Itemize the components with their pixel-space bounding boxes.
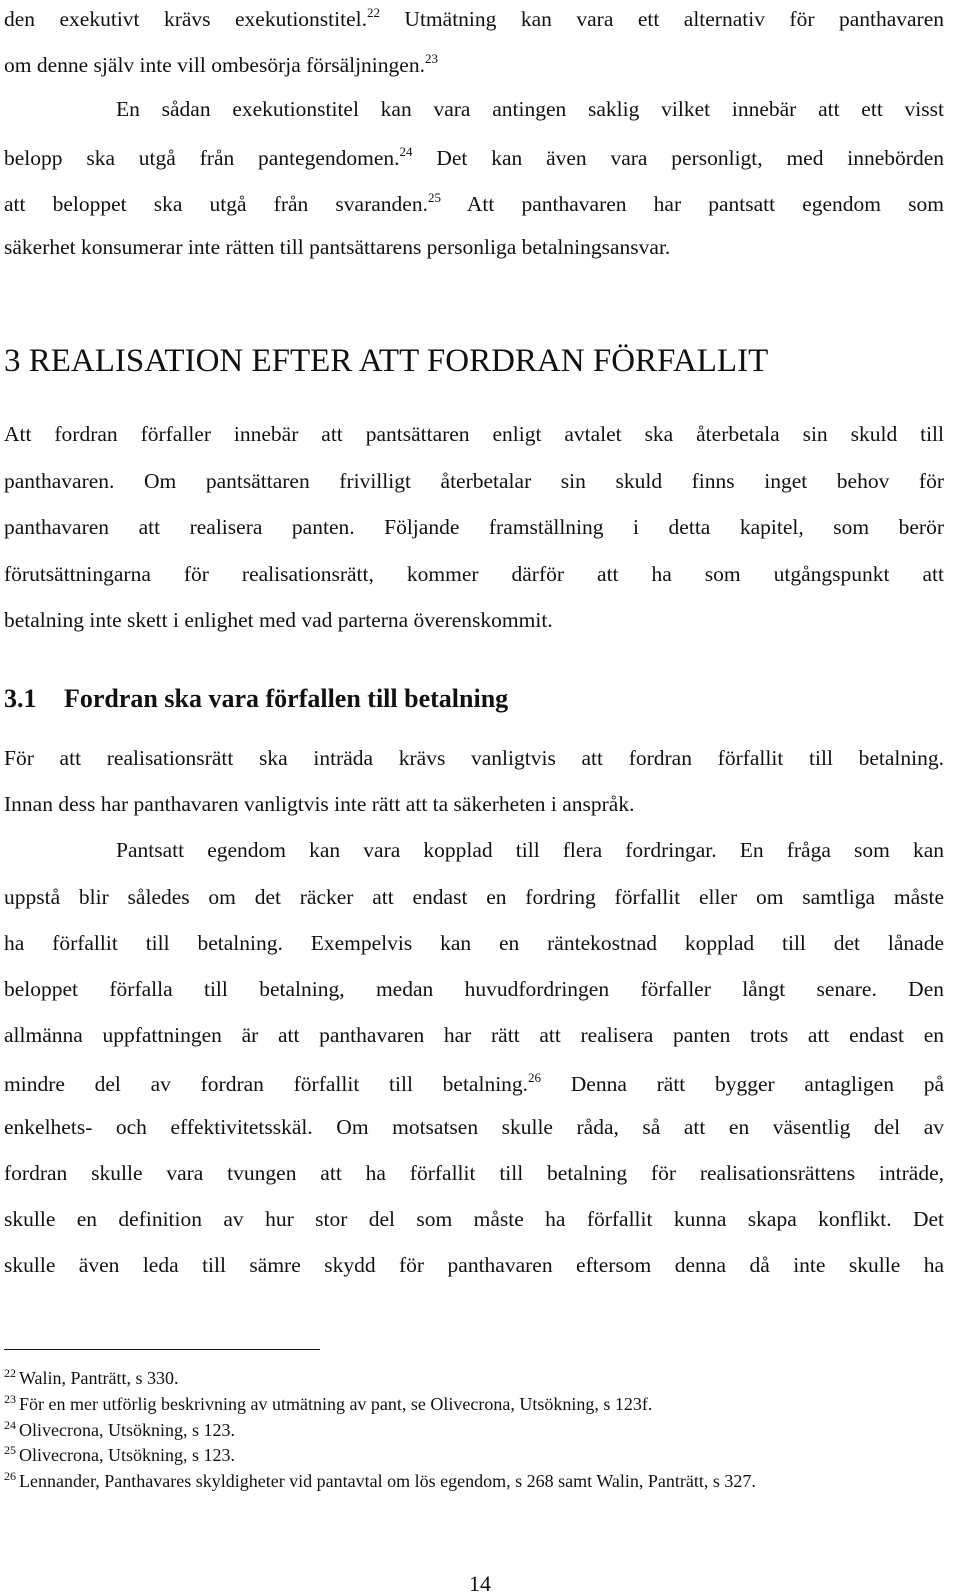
body-line: skulle en definition av hur stor del som måste ha förfallit kunna skapa konflikt. Det [4,1207,944,1231]
body-line: ha förfallit till betalning. Exempelvis kan en räntekostnad kopplad till det lånade [4,931,944,955]
footnote: $^{24}$ Olivecrona, Utsökning, s 123. [4,1418,235,1440]
body-line: att beloppet ska utgå från svaranden.$^{25}$ Att panthavaren har pantsatt egendom som [4,190,944,216]
footnote-number: 22 [4,1366,16,1380]
footnote-ref[interactable]: 22 [366,5,380,20]
body-line: belopp ska utgå från pantegendomen.$^{24}$ Det kan även vara personligt, med innebörden [4,144,944,170]
body-line: För att realisationsrätt ska inträda krävs vanligtvis att fordran förfallit till betalning. [4,746,944,770]
footnote-number: 23 [4,1392,16,1406]
section-heading: 3 REALISATION EFTER ATT FORDRAN FÖRFALLIT [4,343,769,379]
page-number: 14 [469,1571,491,1596]
body-line: En sådan exekutionstitel kan vara antingen saklig vilket innebär att ett visst [116,97,944,121]
footnote-number: 26 [4,1469,16,1483]
body-line: säkerhet konsumerar inte rätten till pantsättarens personliga betalningsansvar. [4,235,671,259]
body-line: beloppet förfalla till betalning, medan huvudfordringen förfaller långt senare. Den [4,977,944,1001]
body-line: panthavaren att realisera panten. Följande framställning i detta kapitel, som berör [4,515,944,539]
body-line: Pantsatt egendom kan vara kopplad till flera fordringar. En fråga som kan [116,838,944,862]
body-line: om denne själv inte vill ombesörja försäljningen.$^{23}$ [4,51,438,77]
footnote-ref[interactable]: 26 [528,1070,542,1085]
footnote: $^{26}$ Lennander, Panthavares skyldigheter vid pantavtal om lös egendom, s 268 samt Walin, Panträtt, s 327. [4,1469,756,1491]
body-line: Att fordran förfaller innebär att pantsättaren enligt avtalet ska återbetala sin skuld till [4,422,944,446]
footnote-ref[interactable]: 23 [424,51,438,66]
body-line: förutsättningarna för realisationsrätt, kommer därför att ha som utgångspunkt att [4,562,944,586]
footnote-number: 25 [4,1443,16,1457]
body-line: den exekutivt krävs exekutionstitel.$^{22}$ Utmätning kan vara ett alternativ för panthavaren [4,5,945,31]
footnote-divider [4,1349,320,1350]
footnote: $^{22}$ Walin, Panträtt, s 330. [4,1366,179,1388]
body-line: allmänna uppfattningen är att panthavaren har rätt att realisera panten trots att endast en [4,1023,944,1047]
body-line: betalning inte skett i enlighet med vad parterna överenskommit. [4,608,553,632]
footnote-ref[interactable]: 24 [399,144,413,159]
body-line: uppstå blir således om det räcker att endast en fordring förfallit eller om samtliga måste [4,885,944,909]
subsection-title: Fordran ska vara förfallen till betalning [64,684,509,713]
footnote-ref[interactable]: 25 [427,190,441,205]
subsection-number: 3.1 [4,684,37,713]
body-line: fordran skulle vara tvungen att ha förfallit till betalning för realisationsrättens inträde, [4,1161,944,1185]
body-line: skulle även leda till sämre skydd för panthavaren eftersom denna då inte skulle ha [4,1253,944,1277]
subsection-heading [4,686,508,712]
footnote: $^{25}$ Olivecrona, Utsökning, s 123. [4,1443,235,1465]
footnote-number: 24 [4,1418,16,1432]
body-line: enkelhets- och effektivitetsskäl. Om motsatsen skulle råda, så att en väsentlig del av [4,1115,944,1139]
body-line: Innan dess har panthavaren vanligtvis inte rätt att ta säkerheten i anspråk. [4,792,635,816]
footnote: $^{23}$ För en mer utförlig beskrivning av utmätning av pant, se Olivecrona, Utsökning, s 123f. [4,1392,653,1414]
body-line: panthavaren. Om pantsättaren frivilligt återbetalar sin skuld finns inget behov för [4,469,944,493]
body-line: mindre del av fordran förfallit till betalning.$^{26}$ Denna rätt bygger antagligen på [4,1070,944,1096]
